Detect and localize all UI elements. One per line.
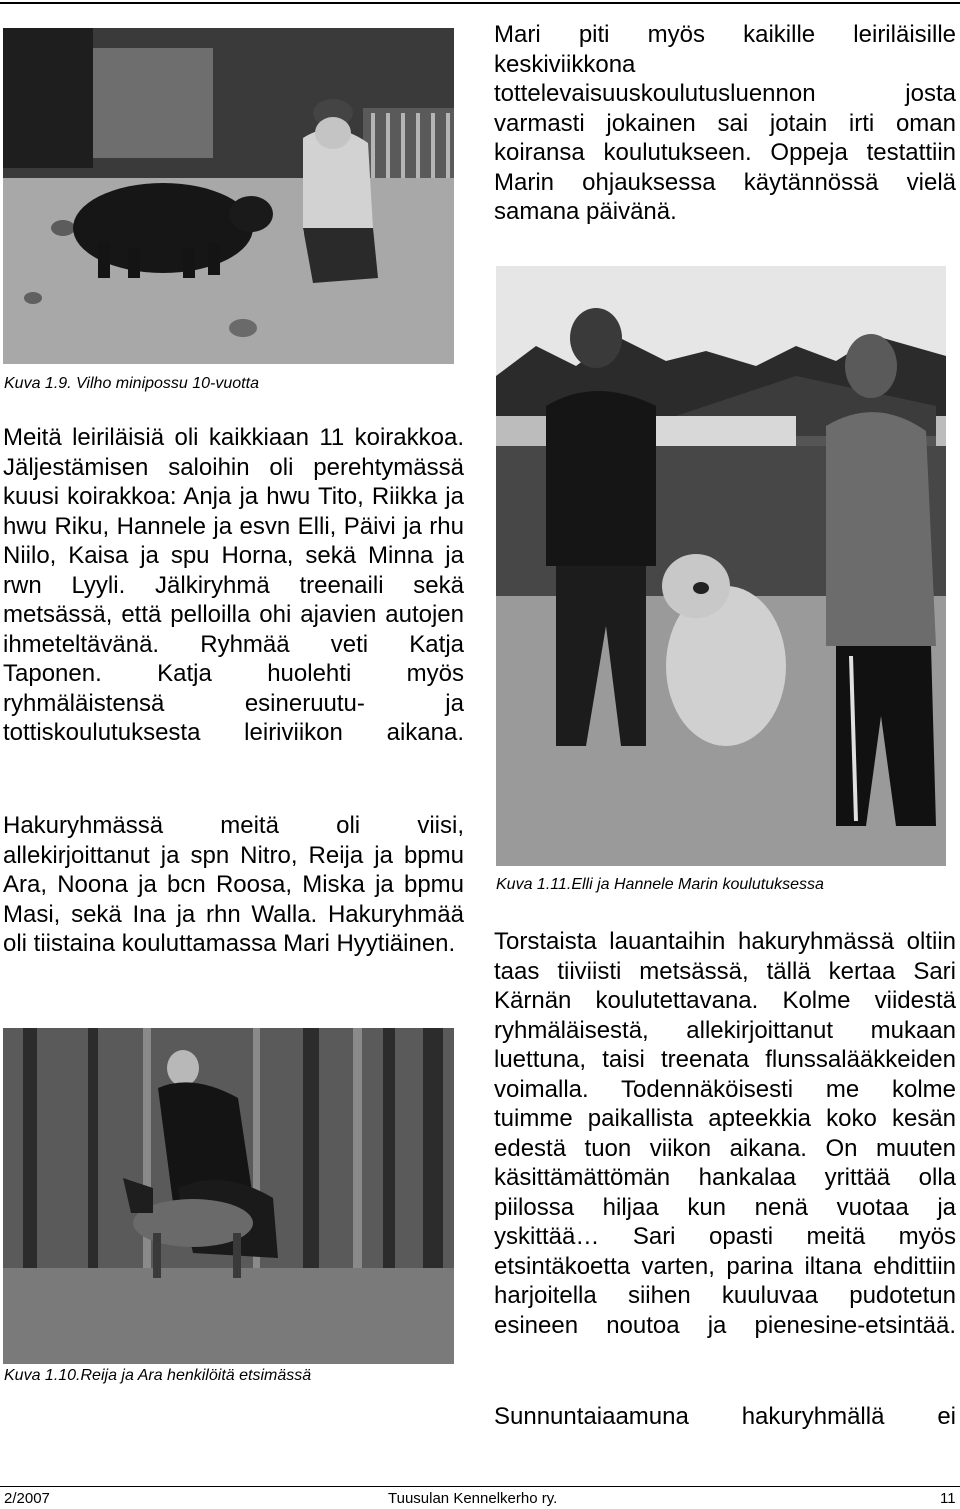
- footer-issue: 2/2007: [4, 1490, 50, 1507]
- paragraph-campers: Meitä leiriläisiä oli kaikkiaan 11 koirakkoa. Jäljestämisen saloihin oli perehtymässä kuusi koirakkoa: Anja ja hwu Tito, Riikka ja hwu Riku, Hannele ja esvn Elli, Päivi ja rhu Niilo, Kaisa ja spu Horna, sekä Minna ja rwn Lyyli. Jälkiryhmä treenaili sekä metsässä, että pelloilla ohi ajavien autojen ihmeteltävänä. Ryhmää veti Katja Taponen. Katja huolehti myös ryhmäläistensä esineruutu- ja tottiskoulutuksesta leiriviikon aikana.: [3, 424, 464, 746]
- paragraph-lecture: Mari piti myös kaikille leiriläisille keskiviikkona tottelevaisuuskoulutusluennon josta varmasti jokainen sai jotain irti oman koiransa koulutukseen. Oppeja testattiin Marin ohjauksessa käytännössä vielä samana päivänä.: [494, 21, 956, 225]
- footer-rule: [0, 1486, 960, 1487]
- paragraph-sunday: Sunnuntaiaamuna hakuryhmällä ei: [494, 1403, 956, 1430]
- forest-search-photo: [3, 1028, 454, 1364]
- footer-publisher: Tuusulan Kennelkerho ry.: [388, 1490, 558, 1507]
- paragraph-search-group: Hakuryhmässä meitä oli viisi, allekirjoittanut ja spn Nitro, Reija ja bpmu Ara, Noona ja bcn Roosa, Miska ja bpmu Masi, sekä Ina ja rhn Walla. Hakuryhmää oli tiistaina kouluttamassa Mari Hyytiäinen.: [3, 812, 464, 957]
- pig-photo: [3, 28, 454, 364]
- forest-search-photo-caption: Kuva 1.10.Reija ja Ara henkilöitä etsimässä: [4, 1367, 312, 1384]
- dog-training-photo: [496, 266, 946, 866]
- dog-training-photo-caption: Kuva 1.11.Elli ja Hannele Marin koulutuksessa: [496, 876, 824, 893]
- paragraph-search-training: Torstaista lauantaihin hakuryhmässä oltiin taas tiiviisti metsässä, tällä kertaa Sari Kärnän koulutettavana. Kolme viidestä ryhmäläisestä, allekirjoittanut mukaan luettuna, taisi treenata flunssalääkkeiden voimalla. Todennäköisesti me kolme tuimme paikallista apteekkia koko kesän edestä tuon viikon aikana. On muuten käsittämättömän hankalaa yrittää olla piilossa hiljaa kun nenä vuotaa ja yskittää… Sari opasti meitä myös etsintäkoetta varten, parina iltana ehdittiin harjoitella siihen kuuluvaa pudotetun esineen noutoa ja pienesine-etsintää.: [494, 928, 956, 1339]
- top-rule: [0, 2, 960, 4]
- pig-photo-caption: Kuva 1.9. Vilho minipossu 10-vuotta: [4, 375, 259, 392]
- footer-page-number: 11: [940, 1490, 956, 1507]
